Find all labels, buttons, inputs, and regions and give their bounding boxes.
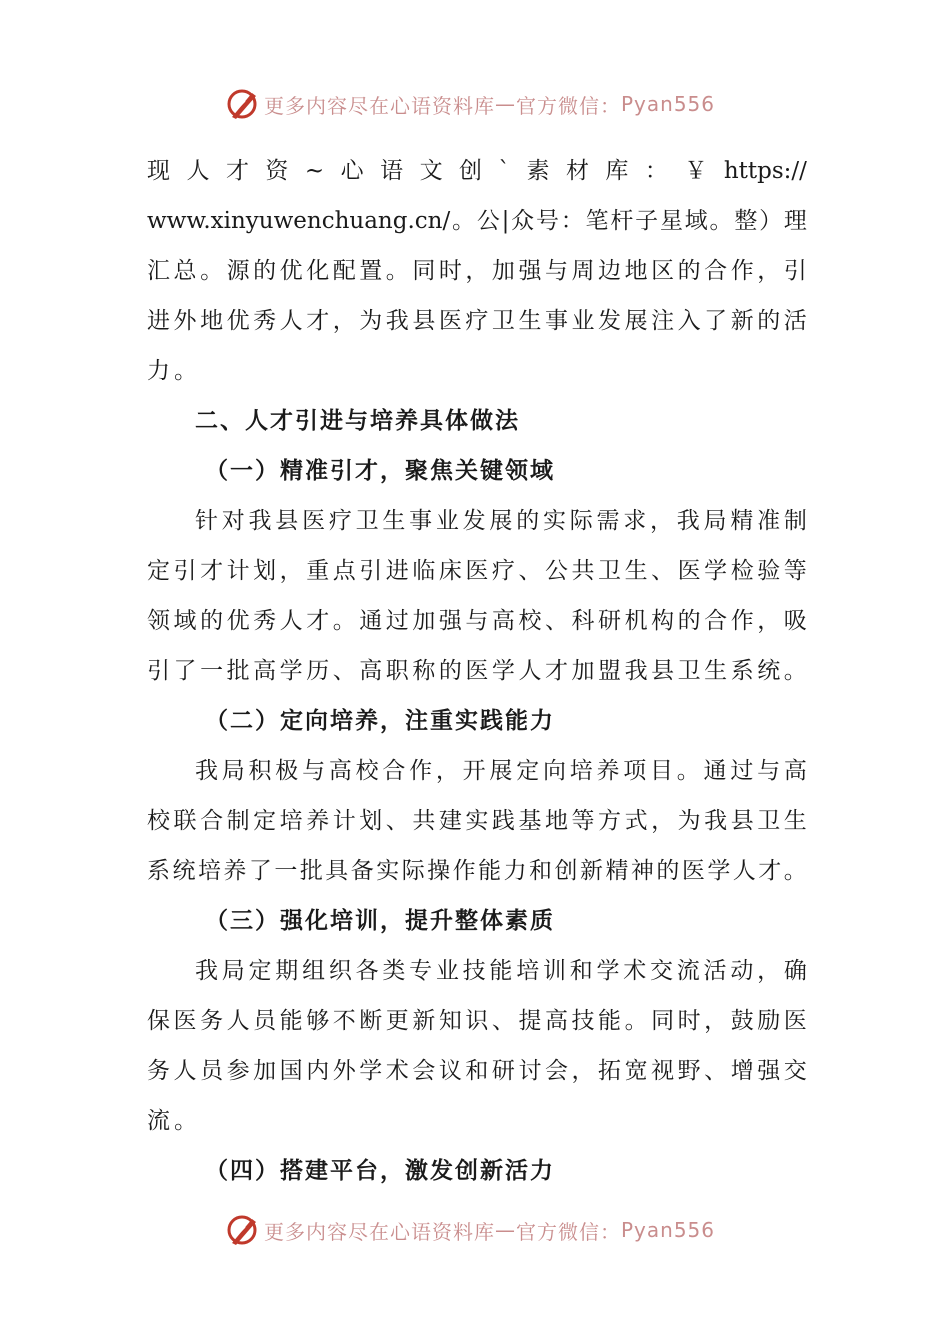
text-line: 进 外 地 优 秀 人 才 ， 为 我 县 医 疗 卫 生 事 业 发 展 注 入 了 新 的 活 <box>147 308 807 334</box>
text-line: 力。 <box>147 358 201 384</box>
text-line: 校 联 合 制 定 培 养 计 划 、 共 建 实 践 基 地 等 方 式 ， 为 我 县 卫 生 <box>147 808 807 834</box>
banner-dash: — <box>495 1218 516 1242</box>
document-body <box>147 146 807 1196</box>
text-line: 我 局 定 期 组 织 各 类 专 业 技 能 培 训 和 学 术 交 流 活 动 ， 确 <box>195 958 807 984</box>
text-line: 我 局 积 极 与 高 校 合 作 ， 开 展 定 向 培 养 项 目 。 通 过 与 高 <box>195 758 807 784</box>
text-line: 务 人 员 参 加 国 内 外 学 术 会 议 和 研 讨 会 ， 拓 宽 视 野 、 增 强 交 <box>147 1058 807 1084</box>
text-line: 引 了 一 批 高 学 历 、 高 职 称 的 医 学 人 才 加 盟 我 县 卫 生 系 统 。 <box>147 658 807 684</box>
top-banner <box>226 86 715 122</box>
subsection-title-1: （一）精准引才，聚焦关键领域 <box>205 457 555 484</box>
text-line: 现 人 才 资 ~ 心 语 文 创 ` 素 材 库 ： ￥ https:// <box>147 158 807 184</box>
text-line: 系 统 培 养 了 一 批 具 备 实 际 操 作 能 力 和 创 新 精 神 的 医 学 人 才 。 <box>147 858 807 884</box>
text-line: 汇 总 。 源 的 优 化 配 置 。 同 时 ， 加 强 与 周 边 地 区 的 合 作 ， 引 <box>147 258 807 284</box>
text-line: 流。 <box>147 1108 201 1134</box>
banner-text: 更多内容尽在心语资料库 <box>264 93 495 118</box>
text-line: 保 医 务 人 员 能 够 不 断 更 新 知 识 、 提 高 技 能 。 同 时 ， 鼓 励 医 <box>147 1008 807 1034</box>
pen-logo-icon <box>226 1213 260 1247</box>
banner-text: 更多内容尽在心语资料库 <box>264 1219 495 1244</box>
section-title: 二、人才引进与培养具体做法 <box>195 407 520 434</box>
text-line: www.xinyuwenchuang.cn/ 。 公 | 众 号 ： 笔 杆 子 星 域 。 整 ） 理 <box>147 208 807 234</box>
banner-dash: — <box>495 92 516 116</box>
subsection-title-3: （三）强化培训，提升整体素质 <box>205 907 555 934</box>
text-line: 领 域 的 优 秀 人 才 。 通 过 加 强 与 高 校 、 科 研 机 构 的 合 作 ， 吸 <box>147 608 807 634</box>
banner-wechat-id: Pyan556 <box>621 92 716 116</box>
text-line: 定 引 才 计 划 ， 重 点 引 进 临 床 医 疗 、 公 共 卫 生 、 医 学 检 验 等 <box>147 558 807 584</box>
banner-wechat-label: 官方微信： <box>516 1219 621 1244</box>
text-line: 针 对 我 县 医 疗 卫 生 事 业 发 展 的 实 际 需 求 ， 我 局 精 准 制 <box>195 508 807 534</box>
subsection-title-4: （四）搭建平台，激发创新活力 <box>205 1157 555 1184</box>
pen-logo-icon <box>226 87 260 121</box>
banner-wechat-label: 官方微信： <box>516 93 621 118</box>
subsection-title-2: （二）定向培养，注重实践能力 <box>205 707 555 734</box>
bottom-banner <box>226 1212 715 1248</box>
banner-wechat-id: Pyan556 <box>621 1218 716 1242</box>
